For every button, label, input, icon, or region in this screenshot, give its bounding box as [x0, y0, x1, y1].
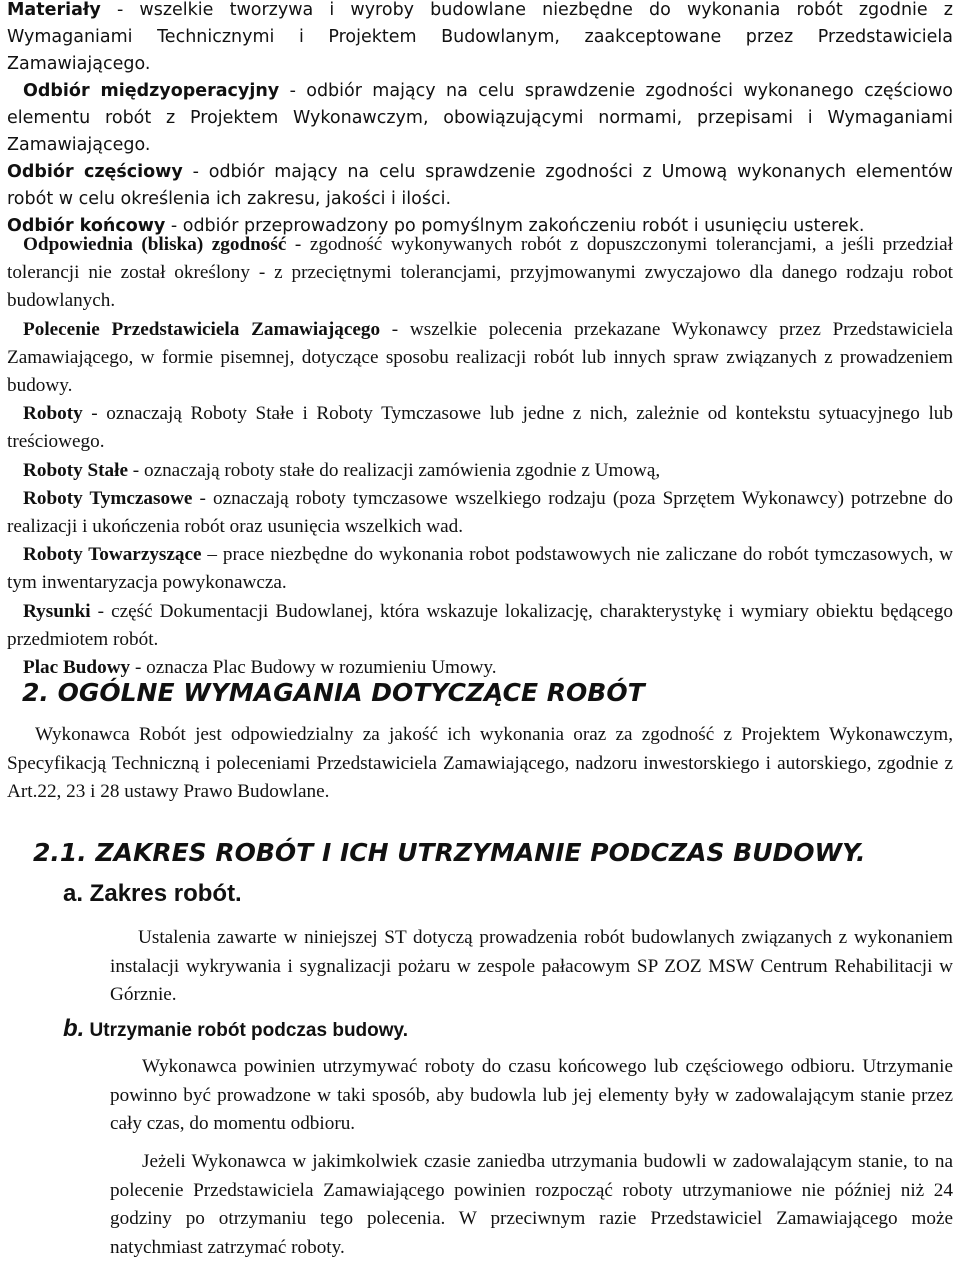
section-2-heading: 2. OGÓLNE WYMAGANIA DOTYCZĄCE ROBÓT: [22, 678, 645, 707]
definition-text: - część Dokumentacji Budowlanej, która wskazuje lokalizację, charakterystykę i wymiary obiektu będącego przedmiotem robót.: [7, 600, 953, 650]
definition-text: - oznaczają roboty tymczasowe wszelkiego rodzaju (poza Sprzętem Wykonawcy) potrzebne do realizacji i ukończenia robót oraz usunięcia wszelkich wad.: [7, 487, 953, 538]
section-2-1-heading: 2.1. ZAKRES ROBÓT I ICH UTRZYMANIE PODCZAS BUDOWY.: [33, 838, 866, 867]
definition-roboty-towarzyszace: [7, 541, 953, 597]
definition-odbior-miedzyoperacyjny: [7, 78, 953, 159]
subsection-a-text: Ustalenia zawarte w niniejszej ST dotyczą prowadzenia robót budowlanych związanych z wykonaniem instalacji wykrywania i sygnalizacji pożaru w zespole pałacowym SP ZOZ MSW Centrum Rehabilitacji w Górznie.: [110, 927, 953, 1006]
subsection-a-heading: a. Zakres robót.: [63, 880, 242, 907]
definition-text: - odbiór mający na celu sprawdzenie zgodności z Umową wykonanych elementów robót w celu określenia ich zakresu, jakości i ilości.: [7, 162, 953, 209]
definition-text: - zgodność wykonywanych robót z dopuszczonymi tolerancjami, a jeśli przedział tolerancji nie został określony - z przeciętnymi tolerancjami, przyjmowanymi zwyczajowo dla danego rodzaju robot budowlanych.: [7, 234, 953, 312]
definition-term: Odpowiednia (bliska) zgodność: [23, 234, 287, 255]
definition-text: - odbiór przeprowadzony po pomyślnym zakończeniu robót i usunięciu usterek.: [165, 216, 865, 236]
subsection-b-letter: b.: [63, 1015, 85, 1042]
definition-roboty-stale: [7, 457, 953, 485]
definition-term: Odbiór międzyoperacyjny: [23, 81, 280, 101]
definition-text: - wszelkie polecenia przekazane Wykonawcy przez Przedstawiciela Zamawiającego, w formie pisemnej, dotyczące sposobu realizacji robót lub innych spraw związanych z prowadzeniem budowy.: [7, 318, 953, 397]
definition-text: – prace niezbędne do wykonania robot podstawowych nie zaliczane do robót tymczasowych, w tym inwentaryzacja powykonawcza.: [7, 544, 953, 594]
definition-text: - oznacza Plac Budowy w rozumieniu Umowy.: [130, 657, 497, 679]
definition-term: Materiały: [7, 0, 101, 20]
definition-term: Polecenie Przedstawiciela Zamawiającego: [23, 318, 381, 340]
definition-term: Roboty Stałe: [23, 459, 128, 481]
definition-term: Roboty: [23, 403, 83, 425]
definition-polecenie: [7, 316, 953, 401]
subsection-b-heading: [63, 1015, 408, 1043]
subsection-b-text-1: Wykonawca powinien utrzymywać roboty do czasu końcowego lub częściowego odbioru. Utrzymanie powinno być prowadzone w taki sposób, aby budowla lub jej elementy były w zadowalającym stanie przez cały czas, do momentu odbioru.: [110, 1056, 953, 1135]
definition-text: - wszelkie tworzywa i wyroby budowlane niezbędne do wykonania robót zgodnie z Wymaganiami Technicznymi i Projektem Budowlanym, zaakceptowane przez Przedstawiciela Zamawiającego.: [7, 0, 953, 74]
subsection-b-title: Utrzymanie robót podczas budowy.: [89, 1020, 408, 1041]
definition-text: - odbiór mający na celu sprawdzenie zgodności wykonanego częściowo elementu robót z Projektem Wykonawczym, obowiązującymi normami, przepisami i Wymaganiami Zamawiającego.: [7, 81, 953, 155]
definition-term: Roboty Tymczasowe: [23, 487, 193, 509]
definition-roboty-tymczasowe: [7, 485, 953, 541]
definition-odpowiednia-zgodnosc: [7, 231, 953, 316]
definition-odbior-czesciowy: [7, 159, 953, 213]
section-2-intro: Wykonawca Robót jest odpowiedzialny za jakość ich wykonania oraz za zgodność z Projektem Wykonawczym, Specyfikacją Techniczną i poleceniami Przedstawiciela Zamawiającego, nadzoru inwestorskiego i autorskiego, zgodnie z Art.22, 23 i 28 ustawy Prawo Budowlane.: [7, 724, 953, 803]
subsection-b-text-2: Jeżeli Wykonawca w jakimkolwiek czasie zaniedba utrzymania budowli w zadowalającym stanie, to na polecenie Przedstawiciela Zamawiającego powinien rozpocząć roboty utrzymaniowe nie później niż 24 godziny po otrzymaniu tego polecenia. W przeciwnym razie Przedstawiciel Zamawiającego może natychmiast zatrzymać roboty.: [110, 1151, 953, 1258]
definition-term: Plac Budowy: [23, 657, 131, 679]
definition-materialy: [7, 0, 953, 78]
definition-term: Odbiór częściowy: [7, 162, 183, 182]
definition-term: Odbiór końcowy: [7, 216, 166, 236]
definitions-serif-block: [7, 231, 953, 682]
definition-text: - oznaczają Roboty Stałe i Roboty Tymczasowe lub jedne z nich, zależnie od kontekstu sytuacyjnego lub treściowego.: [7, 403, 953, 453]
definition-text: - oznaczają roboty stałe do realizacji zamówienia zgodnie z Umową,: [128, 459, 661, 481]
definition-roboty: [7, 400, 953, 456]
definition-term: Rysunki: [23, 600, 91, 622]
definitions-sans-block: [7, 0, 953, 240]
definition-term: Roboty Towarzyszące: [23, 544, 202, 566]
definition-rysunki: [7, 598, 953, 654]
